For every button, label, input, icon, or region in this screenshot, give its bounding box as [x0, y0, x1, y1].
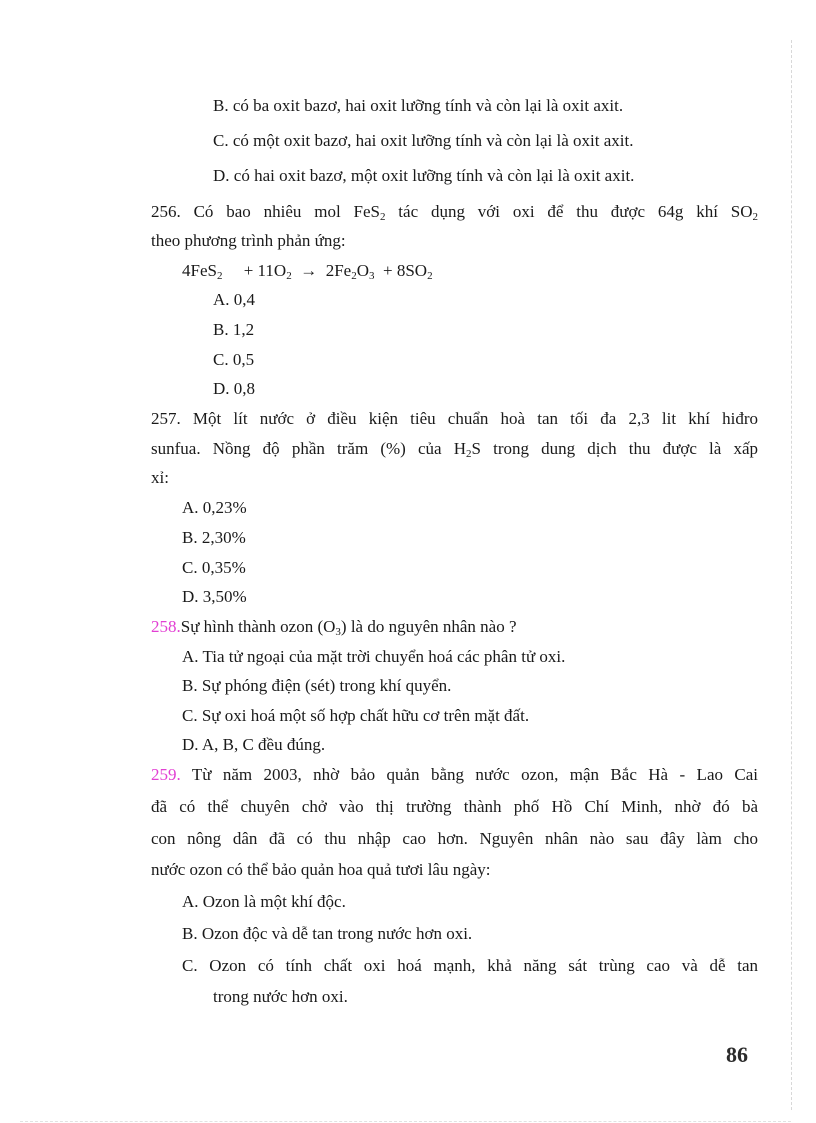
q259-option-c-line-2: trong nước hơn oxi.: [213, 987, 348, 1006]
q257-question-line-3: xỉ:: [151, 468, 169, 487]
q259-option-b: B. Ozon độc và dễ tan trong nước hơn oxi.: [182, 924, 473, 943]
q259-question-line-3: con nông dân đã có thu nhập cao hơn. Nguyên nhân nào sau đây làm cho: [151, 829, 758, 848]
q258-number: 258.: [151, 617, 181, 636]
q256-question-line-1: 256. Có bao nhiêu mol FeS$_2$ tác dụng với oxi để thu được 64g khí $SO_2$: [151, 202, 758, 223]
q257-option-b: B. 2,30%: [182, 528, 246, 547]
q258-option-c: C. Sự oxi hoá một số hợp chất hữu cơ trên mặt đất.: [182, 706, 530, 725]
q259-question-line-1: 259. Từ năm 2003, nhờ bảo quản bằng nước ozon, mận Bắc Hà - Lao Cai: [151, 765, 758, 784]
q255-option-b: B. có ba oxit bazơ, hai oxit lưỡng tính và còn lại là oxit axit.: [213, 96, 624, 115]
q255-option-c: C. có một oxit bazơ, hai oxit lưỡng tính và còn lại là oxit axit.: [213, 131, 634, 150]
q259-option-a: A. Ozon là một khí độc.: [182, 892, 346, 911]
q256-option-c: C. 0,5: [213, 350, 255, 369]
q257-question-line-1: 257. Một lít nước ở điều kiện tiêu chuẩn hoà tan tối đa 2,3 lit khí hiđro: [151, 409, 758, 428]
q259-question-line-4: nước ozon có thể bảo quản hoa quả tươi lâu ngày:: [151, 860, 491, 879]
q256-option-a: A. 0,4: [213, 290, 256, 309]
q257-option-a: A. 0,23%: [182, 498, 247, 517]
q257-option-d: D. 3,50%: [182, 587, 247, 606]
q257-option-c: C. 0,35%: [182, 558, 246, 577]
q258-question: 258.Sự hình thành ozon $(O_3)$ là do nguyên nhân nào ?: [151, 617, 517, 638]
page-border-right: [791, 40, 792, 1110]
q259-number: 259.: [151, 765, 181, 784]
q259-question-line-2: đã có thể chuyên chở vào thị trường thành phố Hồ Chí Minh, nhờ đó bà: [151, 797, 758, 816]
q258-option-a: A. Tia tử ngoại của mặt trời chuyển hoá các phân tử oxi.: [182, 647, 566, 666]
q256-option-b: B. 1,2: [213, 320, 255, 339]
page-border-bottom: [20, 1121, 791, 1122]
q257-question-line-2: sunfua. Nồng độ phần trăm (%) của $H_2S$ trong dung dịch thu được là xấp: [151, 439, 758, 460]
q256-equation: 4FeS$_2$ + $11O_2 \to 2Fe_2O_3 + 8SO_2$: [182, 261, 433, 282]
q258-option-d: D. A, B, C đều đúng.: [182, 735, 326, 754]
q256-option-d: D. 0,8: [213, 379, 256, 398]
page-number: 86: [726, 1042, 748, 1067]
q256-question-line-2: theo phương trình phản ứng:: [151, 231, 346, 250]
q258-option-b: B. Sự phóng điện (sét) trong khí quyển.: [182, 676, 452, 695]
q259-option-c-line-1: C. Ozon có tính chất oxi hoá mạnh, khả năng sát trùng cao và dễ tan: [182, 956, 758, 975]
q255-option-d: D. có hai oxit bazơ, một oxit lưỡng tính và còn lại là oxit axit.: [213, 166, 635, 185]
